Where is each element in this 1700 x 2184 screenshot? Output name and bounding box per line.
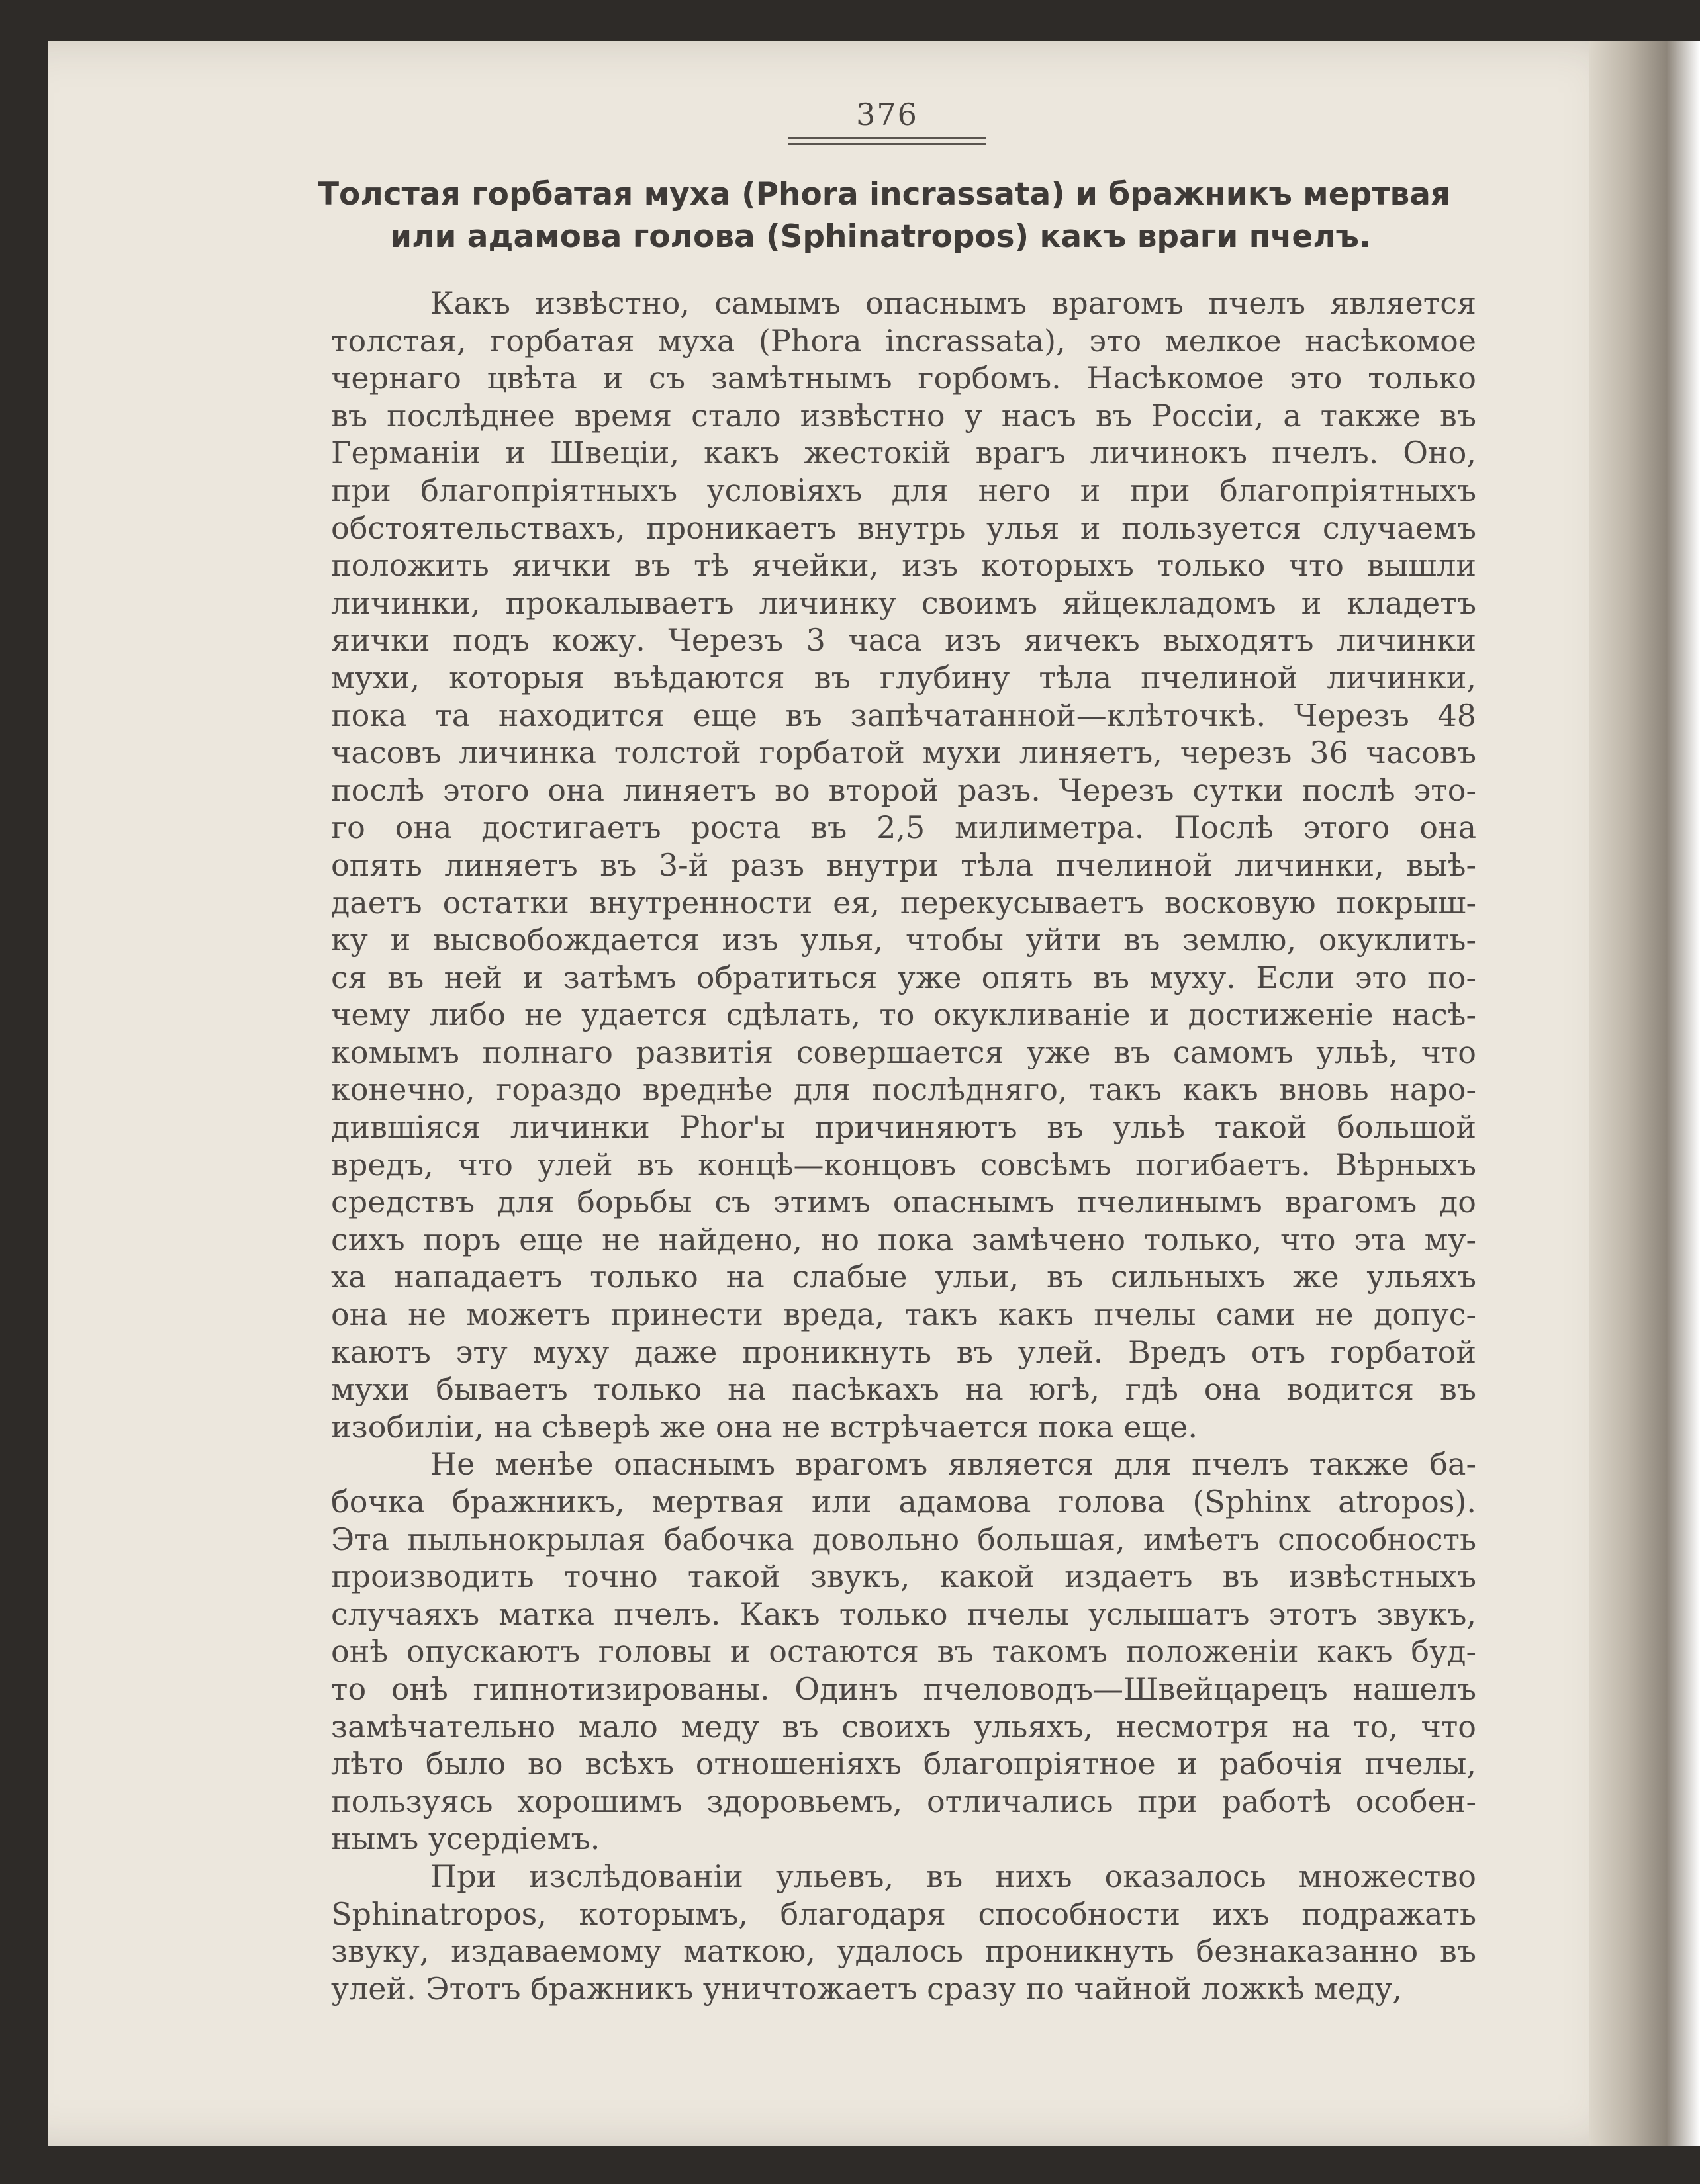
text-line: конечно, гораздо вреднѣе для послѣдняго, такъ какъ вновь наро- (331, 1071, 1476, 1108)
text-line: ха нападаетъ только на слабые ульи, въ сильныхъ же ульяхъ (331, 1259, 1476, 1295)
text-line: случаяхъ матка пчелъ. Какъ только пчелы услышатъ этотъ звукъ, (331, 1596, 1476, 1632)
article-title (318, 173, 1451, 258)
text-line: при благопріятныхъ условіяхъ для него и при благопріятныхъ (331, 472, 1476, 508)
text-line: средствъ для борьбы съ этимъ опаснымъ пчелинымъ врагомъ до (331, 1184, 1476, 1220)
text-line: чернаго цвѣта и съ замѣтнымъ горбомъ. Насѣкомое это только (331, 360, 1476, 396)
text-line: ку и высвобождается изъ улья, чтобы уйти въ землю, окуклить- (331, 922, 1476, 958)
text-line: изобиліи, на сѣверѣ же она не встрѣчается пока еще. (331, 1408, 1198, 1445)
title-line: Толстая горбатая муха (Phora incrassata) и бражникъ мертвая (318, 176, 1451, 212)
text-line: даетъ остатки внутренности ея, перекусываетъ восковую покрыш- (331, 884, 1476, 921)
text-line: въ послѣднее время стало извѣстно у насъ въ Россіи, а также въ (331, 397, 1476, 433)
text-line: чему либо не удается сдѣлать, то окукливаніе и достиженіе насѣ- (331, 997, 1476, 1033)
header-rule (788, 137, 986, 139)
text-line: яички подъ кожу. Черезъ 3 часа изъ яичекъ выходятъ личинки (331, 622, 1476, 659)
text-line: часовъ личинка толстой горбатой мухи линяетъ, черезъ 36 часовъ (331, 735, 1476, 771)
text-line: пользуясь хорошимъ здоровьемъ, отличались при работѣ особен- (331, 1783, 1476, 1819)
text-line: личинки, прокалываетъ личинку своимъ яйцекладомъ и кладетъ (331, 584, 1476, 621)
text-line: толстая, горбатая муха (Phora incrassata), это мелкое насѣкомое (331, 322, 1476, 359)
text-line: замѣчательно мало меду въ своихъ ульяхъ, несмотря на то, что (331, 1708, 1476, 1745)
text-line: При изслѣдованіи ульевъ, въ нихъ оказалось множество (430, 1858, 1476, 1894)
text-line: сихъ поръ еще не найдено, но пока замѣчено только, что эта му- (331, 1221, 1476, 1257)
text-line: дившіяся личинки Phor'ы причиняютъ въ ульѣ такой большой (331, 1109, 1476, 1146)
text-line: вредъ, что улей въ концѣ—концовъ совсѣмъ погибаетъ. Вѣрныхъ (331, 1146, 1476, 1183)
text-line: пока та находится еще въ запѣчатанной—клѣточкѣ. Черезъ 48 (331, 697, 1476, 733)
text-line: послѣ этого она линяетъ во второй разъ. Черезъ сутки послѣ это- (331, 772, 1476, 808)
text-line: опять линяетъ въ 3-й разъ внутри тѣла пчелиной личинки, выѣ- (331, 846, 1476, 883)
text-line: она не можетъ принести вреда, такъ какъ пчелы сами не допус- (331, 1297, 1476, 1333)
text-line: нымъ усердіемъ. (331, 1821, 600, 1857)
text-line: бочка бражникъ, мертвая или адамова голова (Sphinx atropos). (331, 1484, 1476, 1520)
text-line: Не менѣе опаснымъ врагомъ является для пчелъ также ба- (430, 1446, 1476, 1482)
text-line: каютъ эту муху даже проникнуть въ улей. Вредъ отъ горбатой (331, 1334, 1476, 1370)
text-line: мухи бываетъ только на пасѣкахъ на югѣ, гдѣ она водится въ (331, 1371, 1476, 1408)
text-line: Какъ извѣстно, самымъ опаснымъ врагомъ пчелъ является (430, 285, 1476, 321)
text-line: онѣ опускаютъ головы и остаются въ такомъ положеніи какъ буд- (331, 1633, 1476, 1670)
header-rule-second (788, 143, 986, 145)
text-line: Германіи и Швеціи, какъ жестокій врагъ личинокъ пчелъ. Оно, (331, 435, 1476, 471)
text-line: Sphinatropos, которымъ, благодаря способности ихъ подражать (331, 1895, 1476, 1932)
text-line: положить яички въ тѣ ячейки, изъ которыхъ только что вышли (331, 547, 1476, 584)
text-line: производить точно такой звукъ, какой издаетъ въ извѣстныхъ (331, 1559, 1476, 1595)
text-line: Эта пыльнокрылая бабочка довольно большая, имѣетъ способность (331, 1521, 1476, 1557)
text-line: комымъ полнаго развитія совершается уже въ самомъ ульѣ, что (331, 1034, 1476, 1070)
text-line: лѣто было во всѣхъ отношеніяхъ благопріятное и рабочія пчелы, (331, 1746, 1476, 1782)
text-line: обстоятельствахъ, проникаетъ внутрь улья и пользуется случаемъ (331, 510, 1476, 546)
article-body (331, 285, 1476, 2007)
text-line: ся въ ней и затѣмъ обратиться уже опять въ муху. Если это по- (331, 959, 1476, 995)
page-number: 376 (856, 97, 918, 132)
text-line: то онѣ гипнотизированы. Одинъ пчеловодъ—Швейцарецъ нашелъ (331, 1670, 1476, 1707)
title-line: или адамова голова (Sphinatropos) какъ враги пчелъ. (390, 218, 1371, 255)
text-line: улей. Этотъ бражникъ уничтожаетъ сразу по чайной ложкѣ меду, (331, 1970, 1403, 2007)
text-line: го она достигаетъ роста въ 2,5 милиметра. Послѣ этого она (331, 809, 1476, 846)
text-line: звуку, издаваемому маткою, удалось проникнуть безнаказанно въ (331, 1933, 1476, 1970)
page-edge-shadow (1589, 41, 1700, 2146)
page-header (788, 96, 986, 145)
text-line: мухи, которыя въѣдаются въ глубину тѣла пчелиной личинки, (331, 659, 1476, 696)
